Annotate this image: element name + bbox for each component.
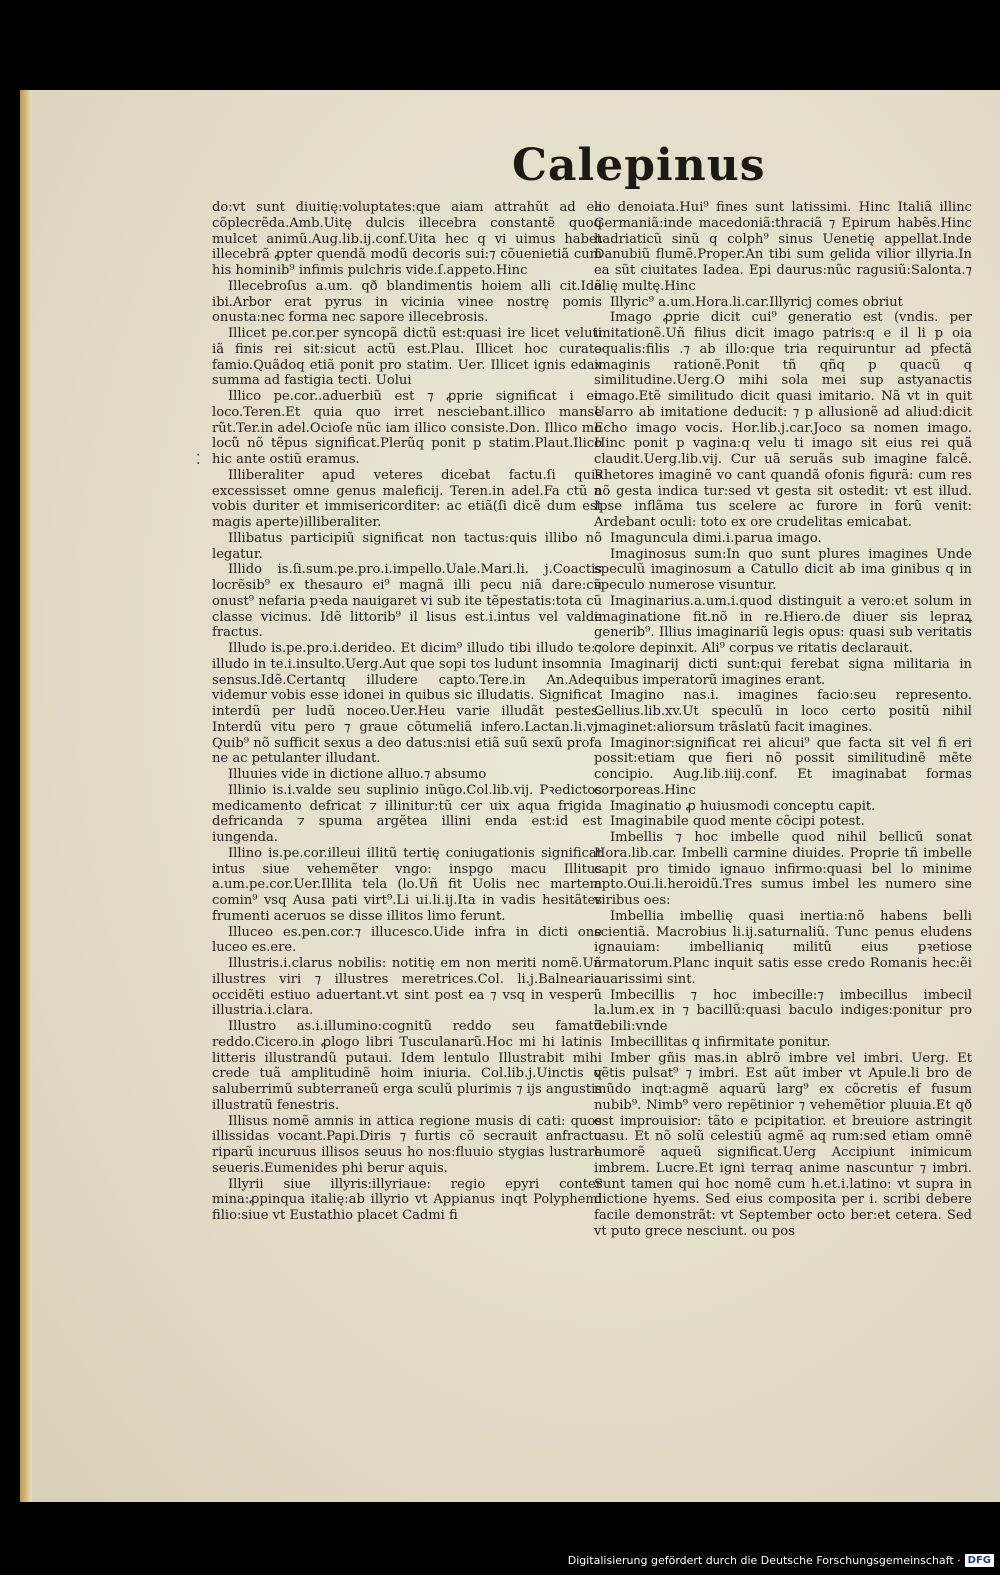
dfg-logo: DFG bbox=[965, 1554, 994, 1567]
margin-mark: ⁚ bbox=[196, 452, 201, 468]
dictionary-entry: Illyric⁹ a.um.Hora.li.car.Illyricj comes obriut bbox=[610, 294, 903, 310]
dictionary-entry: Illisus nomẽ amnis in attica regione musis di cati: quos illissidas vocant.Papi.Diris ⁊ furtis cõ secrauit anfractu riparũ incuruus illisos seuus ho nos:fluuio stygias lustrare seueris.Eumenides phi berur aquis. bbox=[212, 1113, 602, 1176]
digitization-footer bbox=[568, 1551, 994, 1569]
dictionary-entry: Illuceo es.pen.cor.⁊ illucesco.Uide infra in dicti one luceo es.ere. bbox=[212, 924, 602, 956]
dictionary-entry: Illustro as.i.illumino:cognitũ reddo seu famatũ reddo.Cicero.in ꝓlogo libri Tusculanarũ.Hoc mi hi latinis litteris illustrandũ putaui. Idem lentulo Illustrabit mihi crede tuã amplitudinẽ hoim iniuria. Col.lib.j.Uinctis q saluberrimũ subterraneũ erga sculũ plurimis ⁊ ijs angustis illustratũ fenestris. bbox=[212, 1019, 602, 1113]
dictionary-entry: Imbecillis ⁊ hoc imbecille:⁊ imbecillus imbecil la.lum.ex in ⁊ bacillũ:quasi baculo indiges:ponitur pro debili:vnde bbox=[594, 987, 972, 1034]
dictionary-entry: Imaginosus sum:In quo sunt plures imagines Unde speculũ imaginosum a Catullo dicit ab ima ginibus q in speculo numerose visuntur. bbox=[594, 546, 972, 593]
dictionary-entry: Imber gñis mas.in ablrõ imbre vel imbri. Uerg. Et vẽtis pulsat⁹ ⁊ imbri. Est aũt imber vt Apule.li bro de mũdo inqt:agmẽ aquarũ larg⁹ ex cõcretis ef fusum nubib⁹. Nimb⁹ vero repẽtinior ⁊ vehemẽtior pluuia.Et qð est improuisior: tãto e pcipitatior. et breuiore astringit casu. Et nõ solũ celestiũ agmẽ aq rum:sed etiam omnẽ humorẽ aqueũ significat.Uerg Accipiunt inimicum imbrem. Lucre.Et igni terraq anime nascuntur ⁊ imbri. Sunt tamen qui hoc nomẽ cum h.et.i.latino: vt supra in dictione hyems. Sed eius composita per i. scribi debere facile demonstrãt: vt September octo ber:et cetera. Sed vt puto grece nesciunt. ou pos bbox=[594, 1050, 972, 1239]
dictionary-entry: Illinio is.i.valde seu suplinio inũgo.Col.lib.vij. Pꝛedictos medicamento defricat ⁊ illinitur:tũ cer uix aqua frigida defricanda ⁊ spuma argẽtea illini enda est:id est iungenda. bbox=[212, 782, 602, 845]
page-edge bbox=[20, 90, 32, 1502]
dictionary-entry: Imaguncula dimi.i.parua imago. bbox=[610, 530, 822, 546]
dictionary-entry: Imbecillitas q infirmitate ponitur. bbox=[610, 1034, 831, 1050]
dictionary-entry: Illecebroſus a.um. qð blandimentis hoiem alli cit.Idẽ ibi.Arbor erat pyrus in vicinia vinee nostrę pomis onusta:nec forma nec sapore illecebrosis. bbox=[212, 278, 602, 326]
footer-text: Digitalisierung gefördert durch die Deutsche Forschungsgemeinschaft · bbox=[567, 1553, 961, 1567]
dictionary-entry: Illido is.ſi.sum.pe.pro.i.impello.Uale.Mari.li. j.Coactis locrẽsib⁹ ex thesauro ei⁹ magnã illi pecu niã dare:cũ onust⁹ nefaria pꝛeda nauigaret vi sub ite tẽpestatis:tota cũ classe vicinus. Idẽ littorib⁹ il lisus est.i.intus vel valde fractus. bbox=[212, 562, 602, 641]
dictionary-entry: Imaginarij dicti sunt:qui ferebat signa militaria in quibus imperatorũ imagines erant. bbox=[594, 656, 972, 688]
dictionary-entry: Imago ꝓprie dicit cui⁹ generatio est (vndis. per imitationẽ.Uñ filius dicit imago patris:q e il li p oia equalis:filis .⁊ ab illo:que tria requiruntur ad pfectã imaginis rationẽ.Ponit tñ qñq p quacũ q similitudine.Uerg.O mihi sola mei sup astyanactis imago.Etẽ similitudo dicit quasi imitario. Nã vt in quit Uarro ab imitatione deducit: ⁊ p allusionẽ ad aliud:dicit Echo imago vocis. Hor.lib.j.car.Joco sa nomen imago. Hinc ponit p vagina:q velu ti imago sit eius rei quã claudit.Uerg.lib.vij. Cur uã seruãs sub imagine falcẽ. Rhetores imaginẽ vo cant quandã ofonis figurã: cum res nõ gesta indica tur:sed vt gesta sit ostedit: vt est illud. Ipse inflãma tus scelere ac furore in forũ venit: Ardebant oculi: toto ex ore crudelitas emicabat. bbox=[594, 310, 972, 530]
dictionary-entry: Illino is.pe.cor.illeui illitũ tertię coniugationis significat intus siue vehemẽter vngo: inspgo macu Illitus a.um.pe.cor.Uer.Illita tela (lo.Uñ fit Uolis nec martem comin⁹ vsq Ausa pati virt⁹.Li ui.li.ij.Ita in vadis hesitãtes frumenti aceruos se disse illitos limo ferunt. bbox=[212, 845, 602, 924]
dictionary-entry: Illicet pe.cor.per syncopã dictũ est:quasi ire licet veluti iã finis rei sit:sicut actũ est.Plau. Illicet hoc curato famio.Quãdoq etiã ponit pro statim. Uer. Illicet ignis edax summa ad fastigia tecti. Uolui bbox=[212, 326, 602, 389]
dictionary-entry: Imaginabile quod mente cõcipi potest. bbox=[610, 814, 865, 830]
dictionary-entry: Illuuies vide in dictione alluo.⁊ absumo bbox=[228, 767, 487, 782]
dictionary-entry: Imaginatio ꝓ huiusmodi conceptu capit. bbox=[610, 798, 876, 814]
dictionary-entry: Illudo is.pe.pro.i.derideo. Et dicim⁹ illudo tibi illudo te:⁊ illudo in te.i.insulto.Uerg.Aut que sopi tos ludunt insomnia sensus.Idẽ.Certantq illudere capto.Tere.in An.Adeo videmur vobis esse idonei in quibus sic illudatis. Significat interdũ per ludũ noceo.Uer.Heu varie illudãt pestes. Interdũ vitu pero ⁊ graue cõtumeliã infero.Lactan.li.vj. Quib⁹ nõ sufficit sexus a deo datus:nisi etiã suũ sexũ profa ne ac petulanter illudant. bbox=[212, 641, 602, 767]
left-column bbox=[212, 200, 602, 1224]
dictionary-entry: do:vt sunt diuitię:voluptates:que aiam attrahũt ad ea cõplecrẽda.Amb.Uitę dulcis illecebra constantẽ quoq mulcet animũ.Aug.lib.ij.conf.Uita hec q vi uimus habet illecebrã ꝓpter quendã modũ decoris sui:⁊ cõuenietiã cum his hominib⁹ infimis pulchris vide.ſ.appeto.Hinc bbox=[212, 200, 602, 278]
dictionary-entry: Illyrii siue illyris:illyriaue: regio epyri conter mina:ꝓpinqua italię:ab illyrio vt Appianus inqt Polyphemi filio:siue vt Eustathio placet Cadmi fi bbox=[212, 1176, 602, 1223]
dictionary-entry: Imagino nas.i. imagines facio:seu represento. Gellius.lib.xv.Ut speculũ in loco certo positũ nihil imaginet:aliorsum trãslatũ facit imagines. bbox=[594, 688, 972, 735]
dictionary-entry: Illustris.i.clarus nobilis: notitię em non meriti nomẽ.Uñ illustres viri ⁊ illustres meretrices.Col. li.j.Balnearia occidẽti estiuo aduertant.vt sint post ea ⁊ vsq in vesperũ illustria.i.clara. bbox=[212, 956, 602, 1019]
dictionary-entry: Illibatus participiũ significat non tactus:quis illibo nõ legatur. bbox=[212, 530, 602, 562]
dictionary-entry: lio denoiata.Hui⁹ fines sunt latissimi. Hinc Italiã illinc Germaniã:inde macedoniã:thraciã ⁊ Epirum habẽs.Hinc hadriaticũ sinũ q colph⁹ sinus Uenetię appellat.Inde Danubiũ flumẽ.Proper.An tibi sum gelida vilior illyria.In ea sũt ciuitates Iadea. Epi daurus:nũc ragusiũ:Salonta.⁊ alię multę.Hinc bbox=[594, 200, 972, 294]
dictionary-entry: Imbellis ⁊ hoc imbelle quod nihil bellicũ sonat Hora.lib.car. Imbelli carmine diuides. Proprie tñ imbelle capit pro timido ignauo infirmo:quasi bel lo minime apto.Oui.li.heroidũ.Tres sumus imbel les numero sine viribus oes: bbox=[594, 830, 972, 908]
dictionary-entry: Illiberaliter apud veteres dicebat factu.ſi quis excessisset omne genus maleficij. Teren.in adel.Fa ctũ a vobis duriter et immisericorditer: ac etiã(ſi dicẽ dum est magis aperte)illiberaliter. bbox=[212, 467, 602, 530]
dictionary-entry: Illico pe.cor..aduerbiũ est ⁊ ꝓprie significat i eo loco.Teren.Et quia quo irret nesciebant.illico manse rũt.Ter.in adel.Ocioſe nũc iam illico consiste.Don. Illico mo locũ nõ tẽpus significat.Plerũq ponit p statim.Plaut.Ilico hic ante ostiũ eramus. bbox=[212, 389, 602, 467]
dictionary-entry: Imbellia imbellię quasi inertia:nõ habens belli scientiã. Macrobius li.ij.saturnaliũ. Tunc penus eludens ignauiam: imbellianiq militũ eius pꝛetiose armatorum.Planc inquit satis esse credo Romanis hec:ẽi auarissimi sint. bbox=[594, 908, 972, 987]
dictionary-entry: Imaginor:significat rei alicui⁹ que facta sit vel fi eri possit:etiam que fieri nõ possit similitudinẽ mẽte concipio. Aug.lib.iiij.conf. Et imaginabat formas corporeas.Hinc bbox=[594, 735, 972, 798]
page-header-title: Calepinus bbox=[512, 140, 766, 191]
right-column bbox=[594, 200, 972, 1240]
dictionary-entry: Imaginarius.a.um.i.quod distinguit a vero:et solum in imaginatione fit.nõ in re.Hiero.de diuer sis lepraꝝ generib⁹. Illius imaginariũ legis opus: quasi sub veritatis colore depinxit. Ali⁹ corpus ve ritatis declarauit. bbox=[594, 593, 972, 656]
